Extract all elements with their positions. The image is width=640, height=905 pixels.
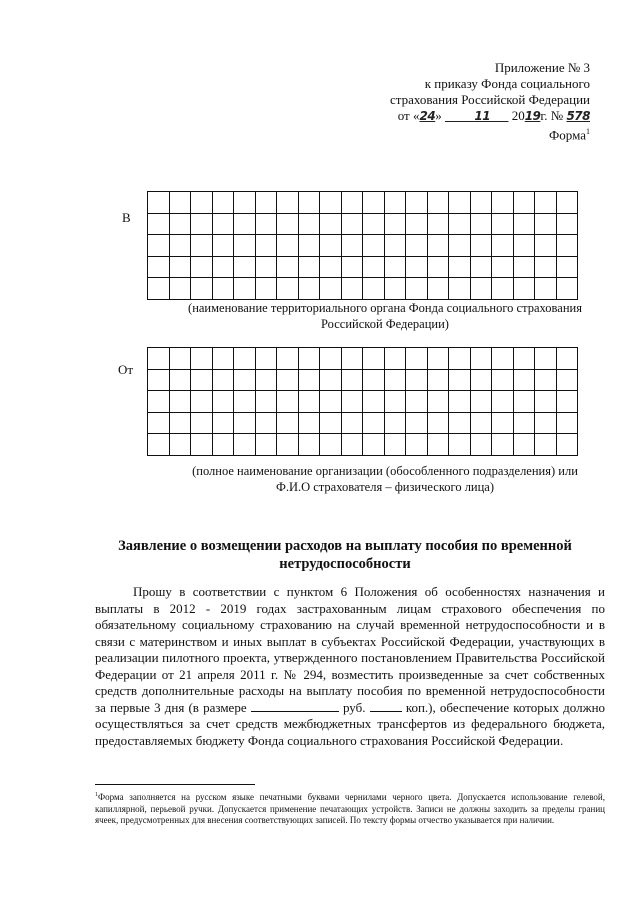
char-cell[interactable] [341,369,363,391]
char-cell[interactable] [470,391,492,413]
order-number: 578 [566,109,590,123]
char-cell[interactable] [148,348,170,370]
char-cell[interactable] [384,369,406,391]
char-cell[interactable] [492,278,514,300]
char-cell[interactable] [277,412,299,434]
char-cell[interactable] [169,192,191,214]
char-cell[interactable] [427,434,449,456]
char-cell[interactable] [298,412,320,434]
char-cell[interactable] [449,434,471,456]
char-cell[interactable] [320,256,342,278]
char-cell[interactable] [298,434,320,456]
char-cell[interactable] [406,434,428,456]
char-cell[interactable] [341,192,363,214]
footnote: $^1$Форма заполняется на русском языке печатными буквами чернилами черного цвета. Допускается использование гелевой, капиллярной, перьевой ручки. Допускается применение печатающих устройств. Записи не должны заходить за пределы границ ячеек, предусмотренных для внесения соответствующих записей. По тексту формы отчество указывается при наличии. [95,792,605,825]
char-cell[interactable] [191,391,213,413]
char-cell[interactable] [320,412,342,434]
char-cell[interactable] [212,278,234,300]
char-cell[interactable] [535,278,557,300]
char-cell[interactable] [234,278,256,300]
char-cell[interactable] [363,235,385,257]
char-cell[interactable] [191,434,213,456]
char-cell[interactable] [191,348,213,370]
char-cell[interactable] [320,278,342,300]
char-cell[interactable] [556,369,578,391]
char-cell[interactable] [535,434,557,456]
char-cell[interactable] [148,192,170,214]
char-cell[interactable] [341,278,363,300]
char-cell[interactable] [234,192,256,214]
char-cell[interactable] [255,391,277,413]
char-cell[interactable] [212,412,234,434]
char-cell[interactable] [384,434,406,456]
char-cell[interactable] [556,192,578,214]
char-cell[interactable] [341,213,363,235]
char-cell[interactable] [449,391,471,413]
order-reference-line-1: к приказу Фонда социального [424,76,590,91]
char-cell[interactable] [513,213,535,235]
char-cell[interactable] [427,213,449,235]
recipient-label: В [122,210,131,225]
char-cell[interactable] [148,213,170,235]
char-cell[interactable] [341,256,363,278]
char-cell[interactable] [535,369,557,391]
order-day: 24 [419,109,436,123]
char-cell[interactable] [535,235,557,257]
char-cell[interactable] [449,369,471,391]
char-cell[interactable] [556,256,578,278]
char-cell[interactable] [406,391,428,413]
char-cell[interactable] [191,278,213,300]
order-reference-line-2: страхования Российской Федерации [390,92,590,107]
footnote-ref: 1 [586,127,590,136]
sender-caption: (полное наименование организации (обособленного подразделения) или Ф.И.О страхователя – физического лица) [192,464,578,494]
char-cell[interactable] [234,235,256,257]
char-cell[interactable] [148,369,170,391]
char-cell[interactable] [406,278,428,300]
char-cell[interactable] [556,391,578,413]
char-cell[interactable] [212,348,234,370]
char-cell[interactable] [492,412,514,434]
char-cell[interactable] [363,412,385,434]
char-cell[interactable] [384,391,406,413]
char-cell[interactable] [234,348,256,370]
char-cell[interactable] [169,278,191,300]
char-cell[interactable] [341,348,363,370]
char-cell[interactable] [363,256,385,278]
char-cell[interactable] [298,256,320,278]
char-cell[interactable] [406,256,428,278]
char-cell[interactable] [492,348,514,370]
char-cell[interactable] [406,369,428,391]
char-cell[interactable] [298,278,320,300]
char-cell[interactable] [363,434,385,456]
char-cell[interactable] [234,369,256,391]
char-cell[interactable] [320,235,342,257]
char-cell[interactable] [535,391,557,413]
form-label: Форма$^1$ [549,127,590,143]
char-cell[interactable] [470,192,492,214]
char-cell[interactable] [449,235,471,257]
rub-amount-field[interactable] [251,700,339,712]
char-cell[interactable] [277,278,299,300]
char-cell[interactable] [148,235,170,257]
char-cell[interactable] [255,213,277,235]
char-cell[interactable] [513,348,535,370]
char-cell[interactable] [556,278,578,300]
char-cell[interactable] [255,256,277,278]
char-cell[interactable] [341,434,363,456]
char-cell[interactable] [384,278,406,300]
sender-label: От [118,362,134,377]
char-cell[interactable] [169,369,191,391]
char-cell[interactable] [148,256,170,278]
char-cell[interactable] [148,391,170,413]
char-cell[interactable] [234,412,256,434]
char-cell[interactable] [384,192,406,214]
char-cell[interactable] [406,213,428,235]
char-cell[interactable] [277,348,299,370]
char-cell[interactable] [492,391,514,413]
sender-char-grid[interactable] [147,347,578,456]
char-cell[interactable] [255,434,277,456]
char-cell[interactable] [277,391,299,413]
char-cell[interactable] [212,256,234,278]
char-cell[interactable] [169,256,191,278]
char-cell[interactable] [513,192,535,214]
char-cell[interactable] [556,348,578,370]
char-cell[interactable] [169,434,191,456]
char-cell[interactable] [384,213,406,235]
char-cell[interactable] [148,278,170,300]
char-cell[interactable] [556,434,578,456]
char-cell[interactable] [449,412,471,434]
char-cell[interactable] [169,235,191,257]
char-cell[interactable] [556,235,578,257]
char-cell[interactable] [298,192,320,214]
char-cell[interactable] [492,192,514,214]
char-cell[interactable] [513,391,535,413]
char-cell[interactable] [341,412,363,434]
char-cell[interactable] [535,192,557,214]
char-cell[interactable] [363,348,385,370]
char-cell[interactable] [513,278,535,300]
char-cell[interactable] [212,235,234,257]
char-cell[interactable] [191,256,213,278]
char-cell[interactable] [255,348,277,370]
char-cell[interactable] [255,278,277,300]
char-cell[interactable] [492,256,514,278]
char-cell[interactable] [191,412,213,434]
char-cell[interactable] [191,369,213,391]
char-cell[interactable] [212,434,234,456]
char-cell[interactable] [449,192,471,214]
char-cell[interactable] [513,412,535,434]
char-cell[interactable] [234,391,256,413]
char-cell[interactable] [320,434,342,456]
char-cell[interactable] [212,369,234,391]
char-cell[interactable] [492,235,514,257]
char-cell[interactable] [427,348,449,370]
char-cell[interactable] [449,213,471,235]
char-cell[interactable] [320,391,342,413]
char-cell[interactable] [556,412,578,434]
char-cell[interactable] [169,213,191,235]
char-cell[interactable] [427,192,449,214]
char-cell[interactable] [513,434,535,456]
char-cell[interactable] [449,348,471,370]
char-cell[interactable] [513,369,535,391]
char-cell[interactable] [384,235,406,257]
char-cell[interactable] [277,235,299,257]
char-cell[interactable] [470,235,492,257]
recipient-char-grid[interactable] [147,191,578,300]
char-cell[interactable] [406,235,428,257]
char-cell[interactable] [298,235,320,257]
char-cell[interactable] [449,256,471,278]
recipient-caption: (наименование территориального органа Фонда социального страхования Российской Федерации) [188,301,582,331]
char-cell[interactable] [492,434,514,456]
char-cell[interactable] [363,213,385,235]
char-cell[interactable] [277,369,299,391]
document-header [350,60,590,143]
char-cell[interactable] [363,192,385,214]
char-cell[interactable] [277,434,299,456]
char-cell[interactable] [384,348,406,370]
char-cell[interactable] [384,256,406,278]
char-cell[interactable] [470,412,492,434]
char-cell[interactable] [320,369,342,391]
char-cell[interactable] [556,213,578,235]
char-cell[interactable] [535,256,557,278]
char-cell[interactable] [234,434,256,456]
char-cell[interactable] [470,434,492,456]
char-cell[interactable] [320,213,342,235]
char-cell[interactable] [427,278,449,300]
char-cell[interactable] [406,348,428,370]
char-cell[interactable] [191,213,213,235]
char-cell[interactable] [320,192,342,214]
footnote-separator [95,784,255,785]
char-cell[interactable] [513,256,535,278]
order-year: 19 [524,109,541,123]
char-cell[interactable] [191,192,213,214]
char-cell[interactable] [427,369,449,391]
char-cell[interactable] [492,369,514,391]
char-cell[interactable] [298,213,320,235]
char-cell[interactable] [470,348,492,370]
kop-amount-field[interactable] [370,700,402,712]
char-cell[interactable] [470,278,492,300]
char-cell[interactable] [148,412,170,434]
char-cell[interactable] [255,235,277,257]
char-cell[interactable] [277,213,299,235]
char-cell[interactable] [449,278,471,300]
char-cell[interactable] [535,348,557,370]
char-cell[interactable] [470,256,492,278]
char-cell[interactable] [427,391,449,413]
char-cell[interactable] [234,213,256,235]
char-cell[interactable] [298,369,320,391]
char-cell[interactable] [169,348,191,370]
char-cell[interactable] [255,412,277,434]
char-cell[interactable] [406,192,428,214]
char-cell[interactable] [427,235,449,257]
char-cell[interactable] [470,369,492,391]
char-cell[interactable] [384,412,406,434]
char-cell[interactable] [191,235,213,257]
char-cell[interactable] [255,369,277,391]
char-cell[interactable] [427,412,449,434]
form-title: Заявление о возмещении расходов на выплату пособия по временной нетрудоспособности [118,538,572,572]
char-cell[interactable] [513,235,535,257]
char-cell[interactable] [212,213,234,235]
char-cell[interactable] [363,278,385,300]
order-month: 11 [474,109,491,123]
char-cell[interactable] [427,256,449,278]
char-cell[interactable] [298,391,320,413]
char-cell[interactable] [212,192,234,214]
char-cell[interactable] [298,348,320,370]
appendix-title: Приложение № 3 [494,60,590,75]
char-cell[interactable] [535,213,557,235]
char-cell[interactable] [363,391,385,413]
char-cell[interactable] [277,192,299,214]
char-cell[interactable] [492,213,514,235]
char-cell[interactable] [470,213,492,235]
char-cell[interactable] [277,256,299,278]
char-cell[interactable] [341,235,363,257]
char-cell[interactable] [535,412,557,434]
order-date-number: от «24» 11 2019г. № 578 [397,108,590,123]
char-cell[interactable] [341,391,363,413]
char-cell[interactable] [255,192,277,214]
char-cell[interactable] [169,391,191,413]
char-cell[interactable] [406,412,428,434]
char-cell[interactable] [320,348,342,370]
char-cell[interactable] [148,434,170,456]
char-cell[interactable] [212,391,234,413]
char-cell[interactable] [169,412,191,434]
application-body: Прошу в соответствии с пунктом 6 Положения об особенностях назначения и выплаты в 2012 - 2019 годах застрахованным лицам страхового обеспечения по обязательному социальному страхованию на случай временной нетрудоспособности и в связи с материнством и иных выплат в субъектах Российской Федерации, участвующих в реализации пилотного проекта, утвержденного постановлением Правительства Российской Федерации от 21 апреля 2011 г. № 294, возместить произведенные за счет собственных средств дополнительные расходы на выплату пособия по временной нетрудоспособности за первые 3 дня (в размере руб. коп.), обеспечение которых должно осуществляться за счет средств межбюджетных трансфертов из федерального бюджета, предоставляемых бюджету Фонда социального страхования Российской Федерации. [95,584,606,748]
char-cell[interactable] [234,256,256,278]
char-cell[interactable] [363,369,385,391]
